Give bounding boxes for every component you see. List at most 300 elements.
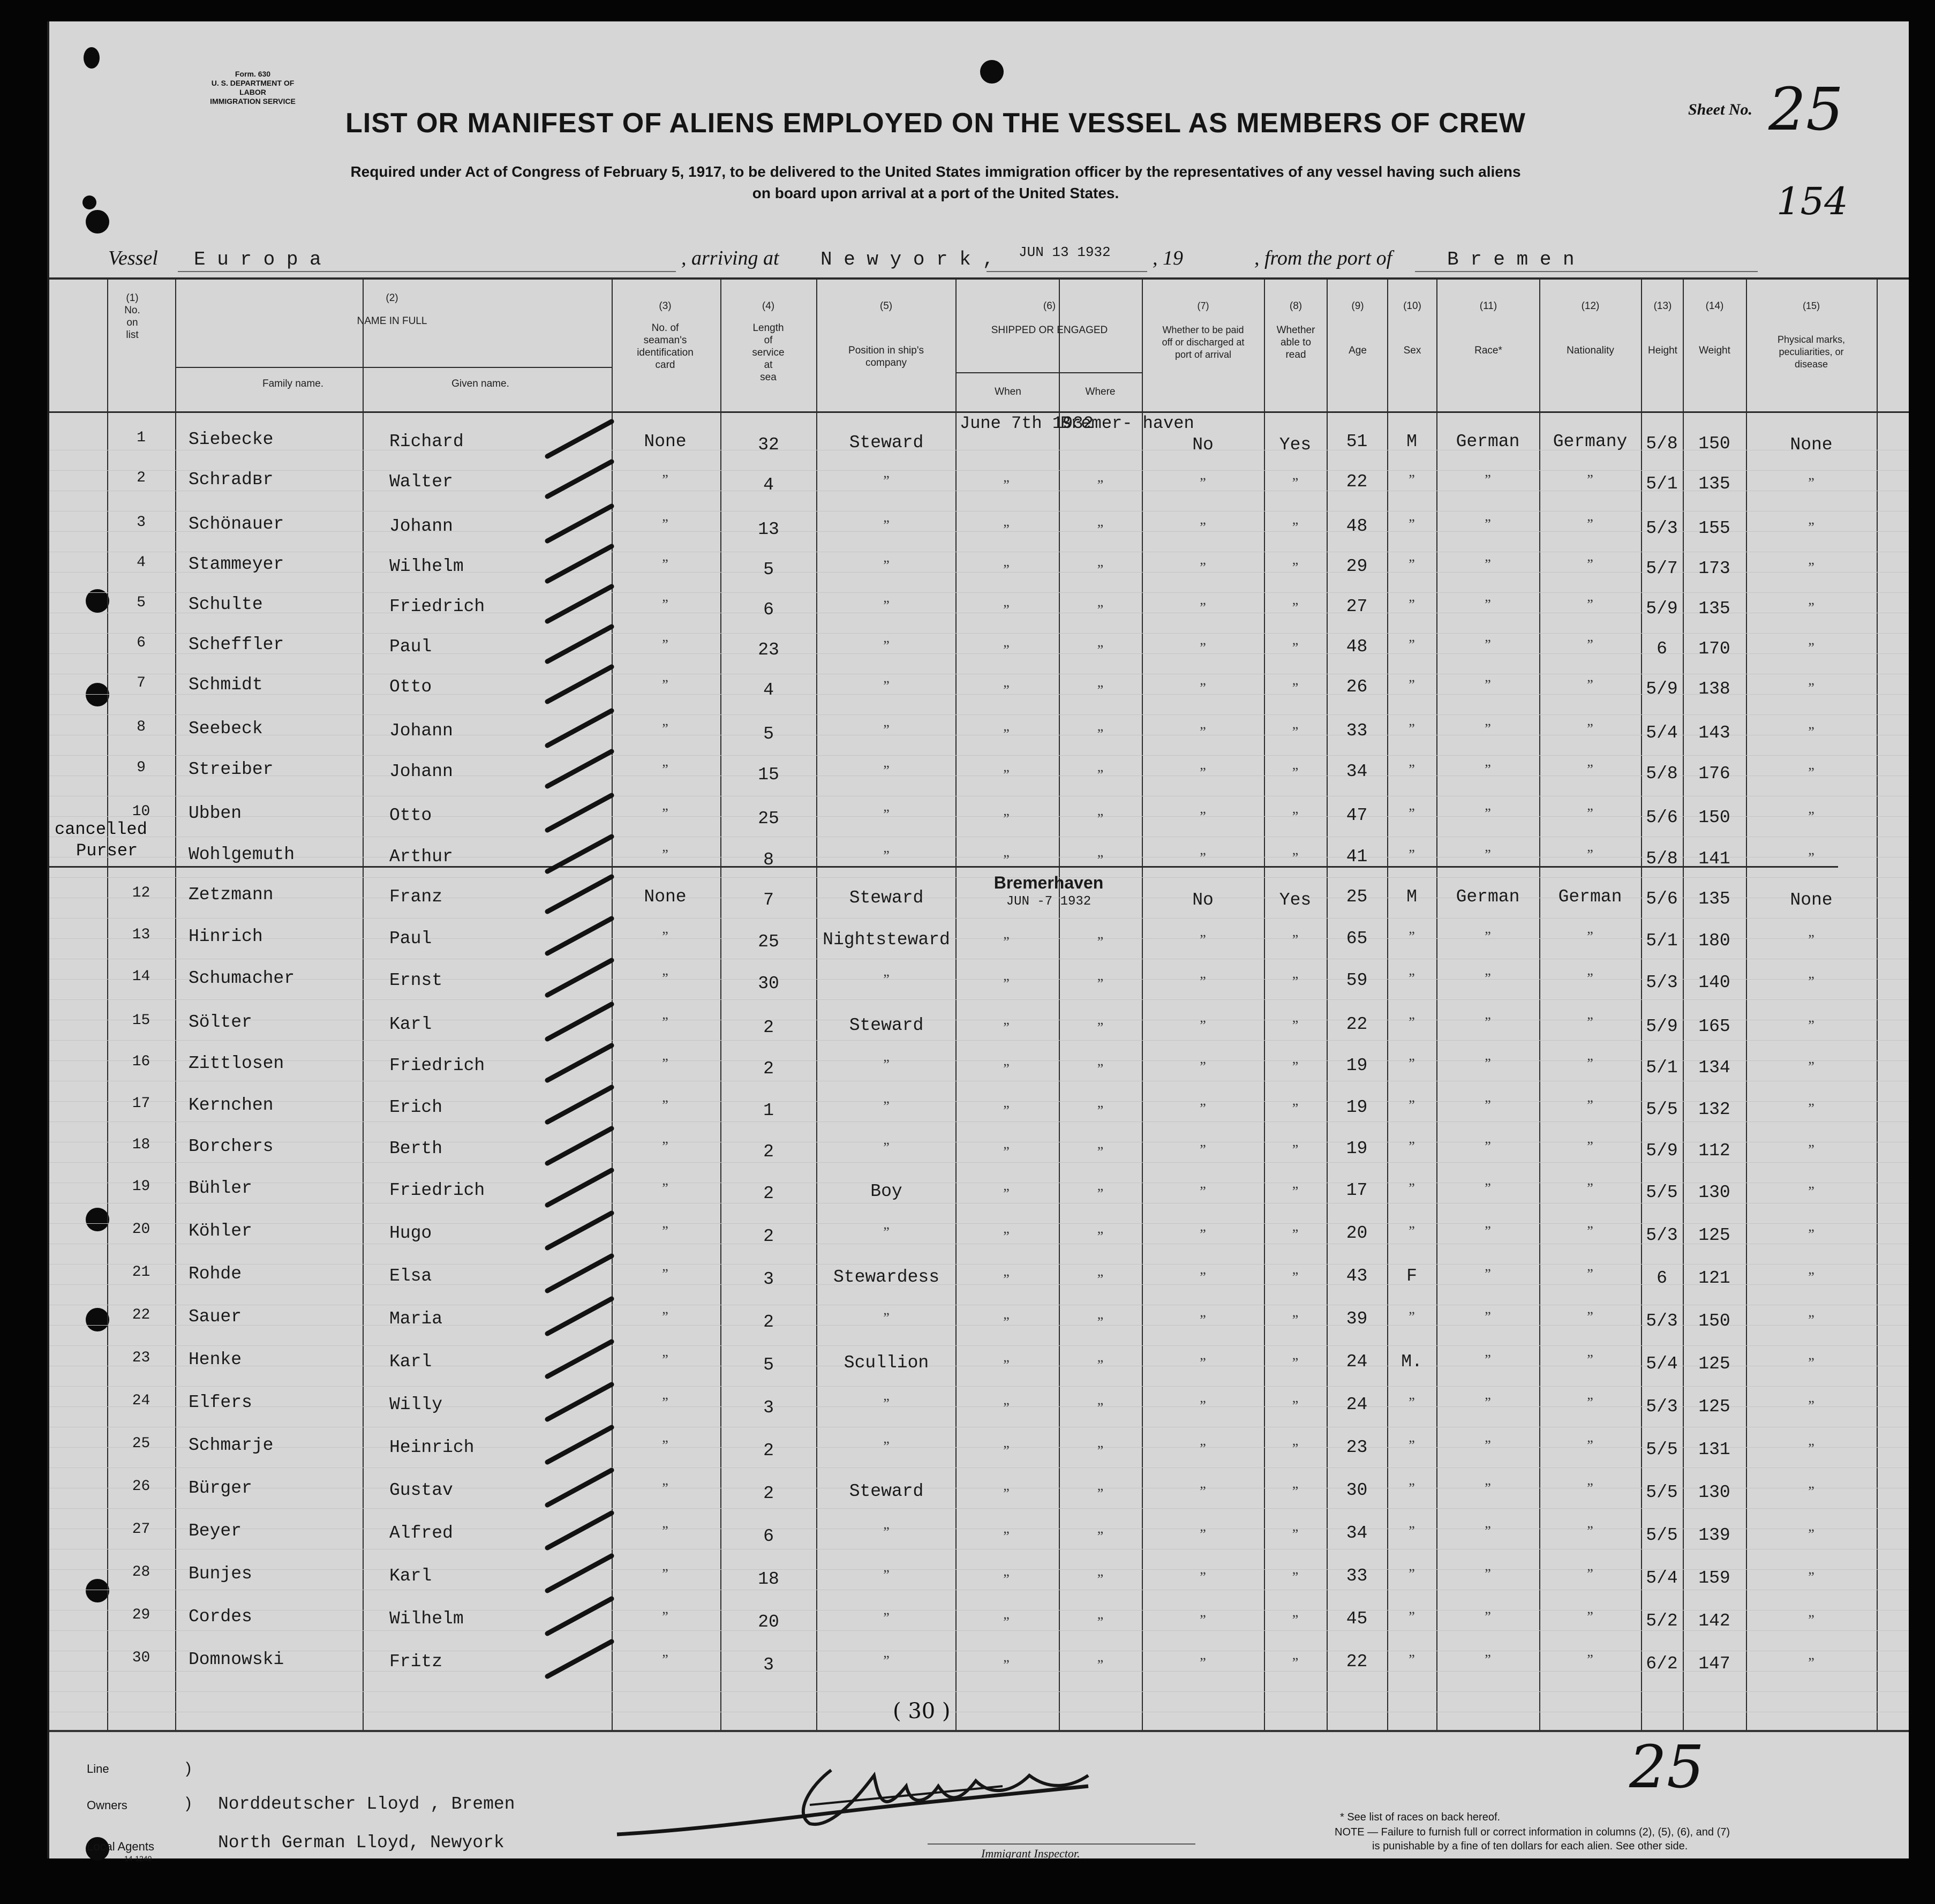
race: German [1456, 432, 1520, 451]
paid-off: ” [1200, 974, 1206, 989]
given-name: Franz [389, 887, 443, 907]
family-name: Wohlgemuth [189, 845, 295, 864]
weight: 125 [1698, 1397, 1730, 1417]
check-mark [547, 1556, 612, 1591]
height: 5/6 [1646, 808, 1678, 827]
height: 5/9 [1646, 1141, 1678, 1161]
able-to-read: ” [1292, 1526, 1299, 1542]
height: 5/3 [1646, 973, 1678, 992]
sex: M. [1401, 1352, 1422, 1372]
physical-marks: ” [1808, 809, 1814, 824]
shipped-where: ” [1097, 1229, 1104, 1244]
height: 5/9 [1646, 1017, 1678, 1036]
able-to-read: ” [1292, 640, 1299, 656]
family-name: Borchers [189, 1137, 274, 1156]
height: 5/1 [1646, 1058, 1678, 1078]
nationality: ” [1587, 1014, 1593, 1030]
shipped-where: ” [1097, 477, 1104, 493]
cancelled-note: cancelled [55, 819, 147, 839]
age: 43 [1346, 1266, 1368, 1286]
height: 5/2 [1646, 1611, 1678, 1631]
shipped-where: ” [1097, 1061, 1104, 1077]
sex: ” [1409, 1180, 1415, 1196]
paid-off: ” [1200, 1312, 1206, 1328]
row-number: 19 [132, 1178, 150, 1195]
shipped-where: ” [1097, 1314, 1104, 1330]
row-number: 6 [137, 635, 146, 651]
shipped-where: ” [1097, 976, 1104, 991]
row-number: 3 [137, 514, 146, 531]
race: ” [1485, 1180, 1491, 1196]
col-header-paid-off: (7) Whether to be paid off or discharged at port of arrival [1162, 300, 1245, 360]
able-to-read: ” [1292, 724, 1299, 740]
service-length: 6 [763, 600, 774, 620]
shipped-where: ” [1097, 1529, 1104, 1544]
id-card: ” [662, 1438, 668, 1453]
id-card: ” [662, 1180, 668, 1196]
shipped-when: ” [1003, 1061, 1010, 1077]
shipped-when: ” [1003, 1529, 1010, 1544]
paid-off: ” [1200, 1018, 1206, 1033]
physical-marks: ” [1808, 765, 1814, 780]
race: ” [1485, 762, 1491, 777]
service-length: 23 [758, 640, 779, 660]
race: ” [1485, 1652, 1491, 1667]
race: ” [1485, 847, 1491, 862]
service-length: 18 [758, 1569, 779, 1589]
paid-off: ” [1200, 1526, 1206, 1542]
service-length: 4 [763, 475, 774, 495]
race: ” [1485, 1480, 1491, 1496]
shipped-when: ” [1003, 811, 1010, 826]
row-number: 7 [137, 675, 146, 691]
id-card: ” [662, 597, 668, 612]
weight: 130 [1698, 1183, 1730, 1202]
height: 5/5 [1646, 1525, 1678, 1545]
family-name: Schradвr [189, 470, 274, 490]
physical-marks: ” [1808, 1226, 1814, 1242]
service-length: 2 [763, 1059, 774, 1079]
nationality: ” [1587, 970, 1593, 986]
given-name: Gustav [389, 1480, 453, 1500]
given-name: Heinrich [389, 1438, 475, 1457]
sex: ” [1409, 677, 1415, 693]
check-mark [547, 1513, 612, 1548]
family-name: Zetzmann [189, 885, 274, 905]
col-header-no: (1) No. on list [124, 292, 140, 341]
race: ” [1485, 1566, 1491, 1582]
race: ” [1485, 1139, 1491, 1154]
row-number: 23 [132, 1350, 150, 1366]
paid-off: ” [1200, 640, 1206, 656]
paid-off: ” [1200, 809, 1206, 824]
row-number: 16 [132, 1053, 150, 1070]
given-name: Paul [389, 637, 432, 657]
height: 6/2 [1646, 1654, 1678, 1674]
row-number: 4 [137, 554, 146, 571]
subtitle-line-1: Required under Act of Congress of February 5, 1917, to be delivered to the United States immigration officer by the representatives of any vessel having such aliens [350, 163, 1521, 180]
paid-off: ” [1200, 850, 1206, 866]
shipped-when: ” [1003, 1229, 1010, 1244]
manifest-sheet [47, 21, 1909, 1863]
position: ” [883, 1140, 890, 1155]
shipped-where: ” [1097, 811, 1104, 826]
race: ” [1485, 677, 1491, 693]
family-name: Elfers [189, 1393, 252, 1412]
age: 47 [1346, 806, 1368, 825]
height: 5/5 [1646, 1100, 1678, 1119]
sex: ” [1409, 721, 1415, 736]
check-mark [547, 546, 612, 581]
physical-marks: ” [1808, 640, 1814, 656]
position: ” [883, 1653, 890, 1668]
service-length: 3 [763, 1398, 774, 1418]
sex: ” [1409, 762, 1415, 777]
sex: M [1406, 887, 1417, 907]
weight: 139 [1698, 1525, 1730, 1545]
shipped-when: ” [1003, 726, 1010, 742]
shipped-where: ” [1097, 1571, 1104, 1587]
nationality: ” [1587, 1652, 1593, 1667]
check-mark [547, 1384, 612, 1419]
id-card: ” [662, 847, 668, 862]
weight: 150 [1698, 1311, 1730, 1331]
physical-marks: ” [1808, 1398, 1814, 1413]
physical-marks: ” [1808, 1059, 1814, 1074]
nationality: ” [1587, 1139, 1593, 1154]
sex: ” [1409, 1309, 1415, 1324]
physical-marks: ” [1808, 600, 1814, 615]
owners-bracket: ) [186, 1794, 191, 1812]
position: ” [883, 807, 890, 822]
race: ” [1485, 1309, 1491, 1324]
shipped-where: ” [1097, 562, 1104, 577]
nationality: ” [1587, 637, 1593, 652]
race: ” [1485, 1609, 1491, 1624]
service-length: 2 [763, 1184, 774, 1203]
row-number: 26 [132, 1478, 150, 1495]
shipped-when: ” [1003, 976, 1010, 991]
age: 22 [1346, 1652, 1368, 1672]
race: German [1456, 887, 1520, 907]
able-to-read: ” [1292, 1018, 1299, 1033]
id-card: ” [662, 556, 668, 572]
service-length: 5 [763, 1355, 774, 1375]
physical-marks: None [1790, 890, 1833, 910]
family-name: Stammeyer [189, 554, 284, 574]
sex: ” [1409, 1438, 1415, 1453]
age: 65 [1346, 929, 1368, 949]
agents-value: North German Lloyd, Newyork [218, 1833, 505, 1853]
age: 20 [1346, 1223, 1368, 1243]
position: Boy [870, 1181, 902, 1201]
row-number: 22 [132, 1307, 150, 1323]
shipped-when: ” [1003, 1443, 1010, 1458]
sex: ” [1409, 516, 1415, 532]
given-name: Karl [389, 1014, 432, 1034]
sex: ” [1409, 472, 1415, 487]
page-title: LIST OR MANIFEST OF ALIENS EMPLOYED ON THE VESSEL AS MEMBERS OF CREW [345, 108, 1526, 139]
service-length: 32 [758, 435, 779, 455]
check-mark [547, 751, 612, 786]
owners-value: Norddeutscher Lloyd , Bremen [218, 1794, 515, 1814]
nationality: ” [1587, 556, 1593, 572]
row-number: 5 [137, 594, 146, 611]
height: 5/1 [1646, 931, 1678, 951]
row-number: 1 [137, 430, 146, 446]
position: ” [883, 473, 890, 488]
sex: ” [1409, 597, 1415, 612]
able-to-read: ” [1292, 809, 1299, 824]
shipped-when: ” [1003, 1614, 1010, 1630]
paid-off: No [1192, 435, 1214, 455]
shipped-when: ” [1003, 1571, 1010, 1587]
weight: 131 [1698, 1440, 1730, 1459]
weight: 121 [1698, 1268, 1730, 1288]
weight: 180 [1698, 931, 1730, 951]
height: 5/3 [1646, 1311, 1678, 1331]
departure-port: B r e m e n [1447, 249, 1575, 270]
shipped-where: ” [1097, 934, 1104, 950]
service-length: 2 [763, 1484, 774, 1503]
row-number: 20 [132, 1221, 150, 1238]
check-mark [547, 462, 612, 496]
given-name: Friedrich [389, 1180, 485, 1200]
inspector-label: Immigrant Inspector. [981, 1847, 1080, 1860]
family-name: Streiber [189, 759, 274, 779]
id-card: ” [662, 762, 668, 777]
given-name: Richard [389, 432, 464, 451]
row-number: 25 [132, 1435, 150, 1452]
id-card: ” [662, 1056, 668, 1071]
position: ” [883, 1396, 890, 1411]
height: 5/6 [1646, 889, 1678, 909]
given-name: Otto [389, 677, 432, 697]
sex: ” [1409, 556, 1415, 572]
age: 19 [1346, 1097, 1368, 1117]
check-mark [547, 1045, 612, 1080]
able-to-read: ” [1292, 680, 1299, 696]
shipped-where: ” [1097, 522, 1104, 537]
col-header-nationality: (12) Nationality [1567, 300, 1614, 356]
sex: ” [1409, 1139, 1415, 1154]
physical-marks: ” [1808, 1269, 1814, 1285]
race: ” [1485, 556, 1491, 572]
nationality: ” [1587, 1180, 1593, 1196]
height: 5/8 [1646, 434, 1678, 454]
weight: 142 [1698, 1611, 1730, 1631]
weight: 135 [1698, 599, 1730, 619]
shipped-when: ” [1003, 562, 1010, 577]
given-name: Friedrich [389, 1056, 485, 1075]
sex: ” [1409, 1395, 1415, 1410]
shipped-where: Bremerhaven [993, 873, 1104, 892]
age: 29 [1346, 556, 1368, 576]
able-to-read: ” [1292, 1355, 1299, 1371]
physical-marks: ” [1808, 1101, 1814, 1116]
able-to-read: ” [1292, 560, 1299, 575]
row-number: 18 [132, 1137, 150, 1153]
position: ” [883, 558, 890, 573]
shipped-when: ” [1003, 852, 1010, 868]
given-name: Erich [389, 1097, 443, 1117]
height: 5/3 [1646, 518, 1678, 538]
weight: 134 [1698, 1058, 1730, 1078]
service-length: 25 [758, 809, 779, 829]
shipped-where: ” [1097, 1657, 1104, 1673]
physical-marks: ” [1808, 1612, 1814, 1628]
id-card: ” [662, 806, 668, 821]
given-name: Elsa [389, 1266, 432, 1286]
paid-off: ” [1200, 1142, 1206, 1157]
sex: ” [1409, 1652, 1415, 1667]
id-card: ” [662, 721, 668, 736]
row-number: 28 [132, 1564, 150, 1581]
physical-marks: ” [1808, 520, 1814, 535]
paid-off: No [1192, 890, 1214, 910]
fine-note-2: is punishable by a fine of ten dollars for each alien. See other side. [1372, 1840, 1688, 1852]
race: ” [1485, 1438, 1491, 1453]
sex: ” [1409, 1223, 1415, 1239]
paid-off: ” [1200, 1612, 1206, 1628]
shipped-when: ” [1003, 642, 1010, 658]
nationality: ” [1587, 1438, 1593, 1453]
purser-note: Purser [76, 841, 138, 861]
shipped-where: ” [1097, 1271, 1104, 1287]
physical-marks: ” [1808, 850, 1814, 866]
line-label: Line [87, 1762, 109, 1775]
sex: ” [1409, 1566, 1415, 1582]
check-mark [547, 1642, 612, 1676]
physical-marks: None [1790, 435, 1833, 455]
col-header-height: (13) Height [1648, 300, 1677, 356]
family-name: Ubben [189, 803, 242, 823]
shipped-when: ” [1003, 1486, 1010, 1501]
id-card: ” [662, 677, 668, 693]
sex: ” [1409, 1609, 1415, 1624]
nationality: German [1558, 887, 1622, 907]
weight: 130 [1698, 1482, 1730, 1502]
check-mark [547, 877, 612, 912]
weight: 125 [1698, 1354, 1730, 1374]
family-name: Domnowski [189, 1650, 284, 1669]
family-name: Bunjes [189, 1564, 252, 1584]
shipped-when: ” [1003, 522, 1010, 537]
height: 5/9 [1646, 679, 1678, 699]
weight: 147 [1698, 1654, 1730, 1674]
row-number: 8 [137, 719, 146, 735]
service-length: 5 [763, 560, 774, 580]
id-card: ” [662, 1566, 668, 1582]
height: 5/5 [1646, 1482, 1678, 1502]
service-length: 8 [763, 850, 774, 870]
col-header-shipped: (6) SHIPPED OR ENGAGED [991, 300, 1108, 336]
shipped-where: ” [1097, 1186, 1104, 1201]
service-length: 25 [758, 932, 779, 952]
service-length: 3 [763, 1269, 774, 1289]
sex: ” [1409, 1523, 1415, 1539]
where-header: Where [1085, 386, 1116, 397]
col-header-card: (3) No. of seaman's identification card [637, 300, 694, 371]
paid-off: ” [1200, 724, 1206, 740]
id-card: ” [662, 1223, 668, 1239]
sheet-label: Sheet No. [1688, 101, 1752, 118]
sex: ” [1409, 929, 1415, 944]
able-to-read: ” [1292, 475, 1299, 491]
shipped-when: June 7th 1932 [960, 413, 1094, 433]
age: 17 [1346, 1180, 1368, 1200]
height: 5/4 [1646, 1568, 1678, 1588]
weight: 176 [1698, 764, 1730, 784]
able-to-read: ” [1292, 850, 1299, 866]
id-card: ” [662, 1652, 668, 1667]
family-name-header: Family name. [262, 378, 324, 389]
service-length: 15 [758, 765, 779, 785]
row-number: 15 [132, 1012, 150, 1029]
id-card: ” [662, 1266, 668, 1282]
subtitle-line-2: on board upon arrival at a port of the United States. [752, 185, 1119, 201]
race: ” [1485, 1223, 1491, 1239]
shipped-where: ” [1097, 1103, 1104, 1118]
col-header-read: (8) Whether able to read [1276, 300, 1315, 360]
form-code: 14-1240 [124, 1854, 152, 1863]
position: ” [883, 1310, 890, 1326]
sex: ” [1409, 847, 1415, 862]
service-length: 5 [763, 724, 774, 744]
shipped-where: ” [1097, 642, 1104, 658]
check-mark [547, 627, 612, 661]
able-to-read: ” [1292, 600, 1299, 615]
sex: ” [1409, 1056, 1415, 1071]
physical-marks: ” [1808, 1526, 1814, 1542]
nationality: ” [1587, 1266, 1593, 1282]
height: 5/3 [1646, 1397, 1678, 1417]
shipped-where: ” [1097, 1443, 1104, 1458]
able-to-read: ” [1292, 520, 1299, 535]
physical-marks: ” [1808, 475, 1814, 491]
nationality: Germany [1553, 432, 1628, 451]
id-card: ” [662, 1352, 668, 1367]
position: ” [883, 638, 890, 653]
able-to-read: ” [1292, 1484, 1299, 1499]
paid-off: ” [1200, 1101, 1206, 1116]
check-mark [547, 1128, 612, 1163]
physical-marks: ” [1808, 1142, 1814, 1157]
height: 5/8 [1646, 764, 1678, 784]
footer-rule [49, 1730, 1909, 1732]
shipped-where: ” [1097, 682, 1104, 698]
family-name: Schmarje [189, 1435, 274, 1455]
given-name: Ernst [389, 970, 443, 990]
row-number: 29 [132, 1607, 150, 1623]
check-mark [547, 711, 612, 746]
age: 19 [1346, 1139, 1368, 1158]
family-name: Sauer [189, 1307, 242, 1327]
nationality: ” [1587, 1609, 1593, 1624]
check-mark [547, 422, 612, 456]
family-name: Siebecke [189, 430, 274, 449]
age: 34 [1346, 1523, 1368, 1543]
sex: F [1406, 1266, 1417, 1286]
given-name: Willy [389, 1395, 443, 1414]
able-to-read: ” [1292, 974, 1299, 989]
physical-marks: ” [1808, 974, 1814, 989]
weight: 150 [1698, 434, 1730, 454]
service-length: 13 [758, 520, 779, 539]
position: ” [883, 1439, 890, 1454]
check-mark [547, 1342, 612, 1376]
position: ” [883, 1057, 890, 1072]
